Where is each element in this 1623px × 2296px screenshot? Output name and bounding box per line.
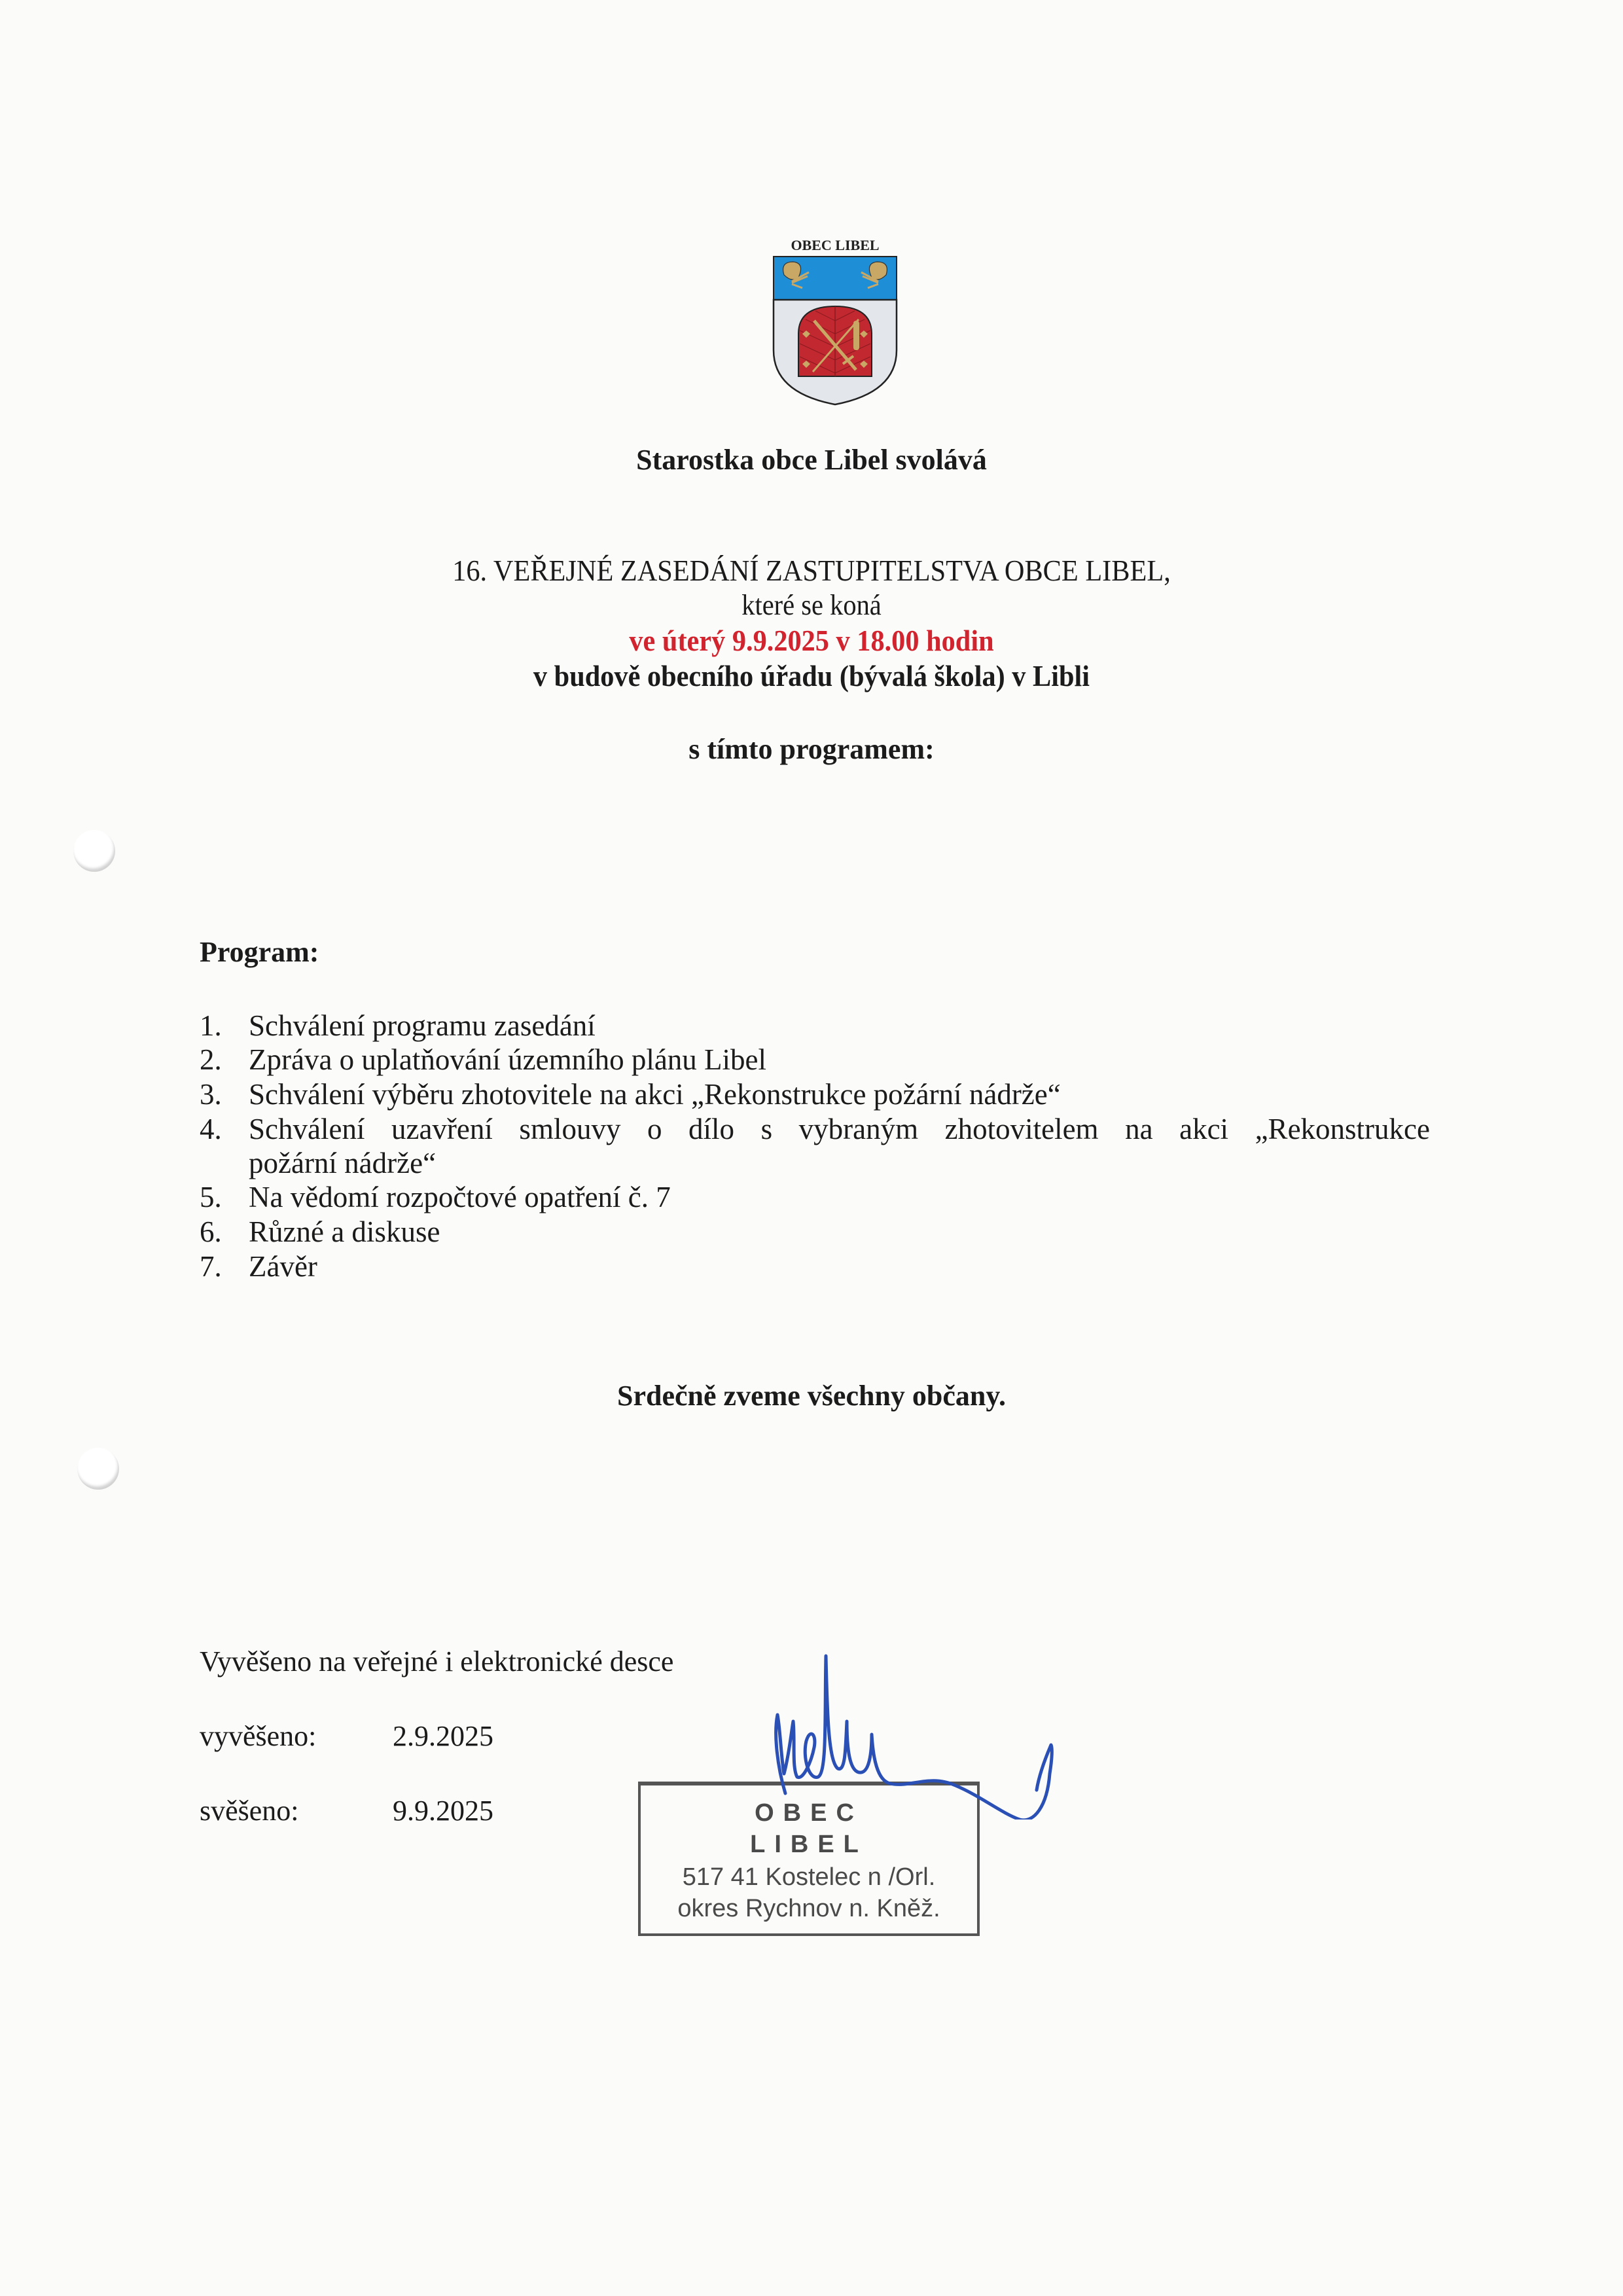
removed-label: svěšeno: (200, 1795, 299, 1827)
program-item-text: Závěr (249, 1250, 317, 1283)
program-item (200, 1179, 671, 1215)
stamp-line: OBEC (755, 1799, 863, 1827)
program-item (200, 1214, 440, 1249)
agenda-intro: s tímto programem: (688, 733, 935, 765)
convener-line: Starostka obce Libel svolává (636, 444, 987, 476)
program-item (200, 1249, 317, 1284)
meeting-date-time: ve úterý 9.9.2025 v 18.00 hodin (629, 624, 994, 657)
removed-date: 9.9.2025 (393, 1795, 493, 1827)
meeting-title: 16. VEŘEJNÉ ZASEDÁNÍ ZASTUPITELSTVA OBCE LIBEL, (452, 554, 1171, 587)
program-item-text: Zpráva o uplatňování územního plánu Libel (249, 1043, 767, 1076)
program-item (200, 1042, 766, 1077)
hole-punch-mark (77, 1448, 119, 1490)
program-item-number: 1. (200, 1009, 222, 1042)
hole-punch-mark (73, 830, 115, 872)
program-item (200, 1077, 1061, 1112)
program-item (200, 1008, 596, 1043)
crest-label: OBEC LIBEL (791, 237, 880, 253)
coat-of-arms-logo (770, 236, 901, 407)
program-item-text: Různé a diskuse (249, 1215, 440, 1248)
stamp-line: LIBEL (750, 1831, 868, 1858)
program-item-number: 3. (200, 1078, 222, 1111)
program-item-continuation: požární nádrže“ (249, 1147, 437, 1179)
program-item-number: 2. (200, 1043, 222, 1076)
meeting-location: v budově obecního úřadu (bývalá škola) v Libli (533, 659, 1090, 692)
posted-label: vyvěšeno: (200, 1720, 317, 1752)
program-item-number: 6. (200, 1215, 222, 1248)
handwritten-signature (707, 1623, 1073, 1820)
program-item-text: Schválení uzavření smlouvy o dílo s vybraným zhotovitelem na akci „Rekonstrukce (249, 1113, 1430, 1145)
program-item-number: 5. (200, 1181, 222, 1213)
posted-date: 2.9.2025 (393, 1720, 493, 1752)
held-text: které se koná (741, 589, 882, 621)
stamp-line: okres Rychnov n. Kněž. (677, 1895, 940, 1922)
program-heading: Program: (200, 936, 319, 968)
stamp-line: 517 41 Kostelec n /Orl. (682, 1863, 936, 1891)
program-item-text: Schválení programu zasedání (249, 1009, 596, 1042)
invitation-text: Srdečně zveme všechny občany. (617, 1380, 1006, 1412)
posting-note: Vyvěšeno na veřejné i elektronické desce (200, 1645, 674, 1677)
program-item-number: 7. (200, 1250, 222, 1283)
program-item-text: Na vědomí rozpočtové opatření č. 7 (249, 1181, 671, 1213)
program-item-text: Schválení výběru zhotovitele na akci „Rekonstrukce požární nádrže“ (249, 1078, 1061, 1111)
program-item-number: 4. (200, 1113, 222, 1145)
